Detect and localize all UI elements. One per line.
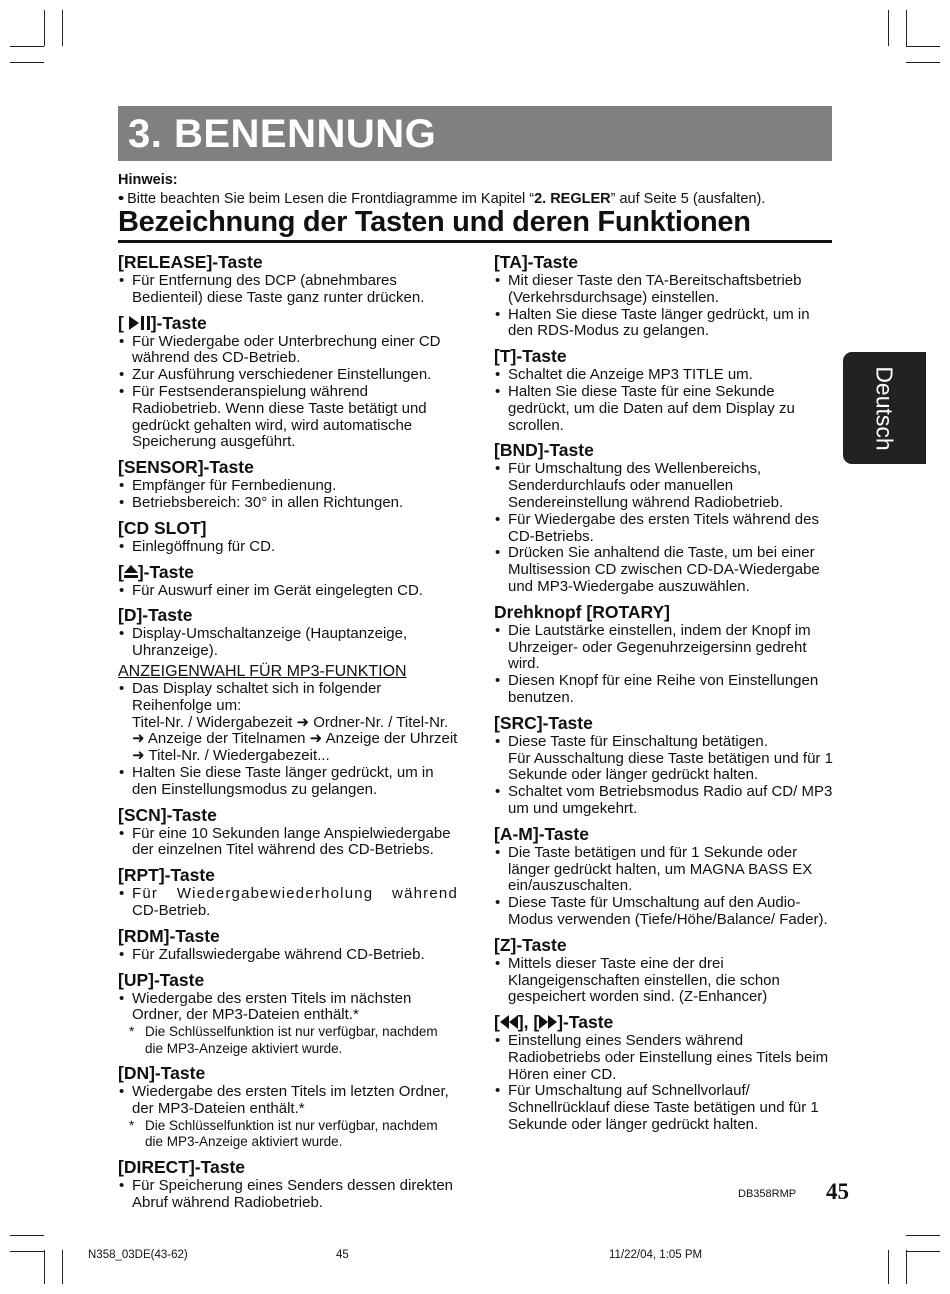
- entry-bullet: • Drücken Sie anhaltend die Taste, um bei einer Multisession CD zwischen CD-DA-Wiedergabe und MP3-Wiedergabe auszuwählen.: [494, 545, 834, 595]
- entry-rpt: [118, 865, 458, 920]
- entry-bullet: • Halten Sie diese Taste länger gedrückt, um in den RDS-Modus zu gelangen.: [494, 307, 834, 341]
- entry-rdm: [118, 926, 458, 964]
- entry-dn: [118, 1063, 458, 1151]
- entry-heading: [SENSOR]-Taste: [118, 457, 254, 478]
- eject-icon: [124, 565, 138, 579]
- entry-bullet: • Für Wiedergabewiederholung während CD-Betrieb.: [118, 886, 458, 920]
- entry-bullet: • Die Lautstärke einstellen, indem der Knopf im Uhrzeiger- oder Gegenuhrzeigersinn gedreht wird.: [494, 623, 834, 673]
- entry-bullet: • Für Auswurf einer im Gerät eingelegten CD.: [118, 583, 458, 600]
- entry-bullet: • Schaltet vom Betriebsmodus Radio auf CD/ MP3 um und umgekehrt.: [494, 784, 834, 818]
- entry-heading: [SRC]-Taste: [494, 712, 593, 733]
- crop-mark: [906, 1251, 940, 1252]
- fast-forward-icon: [548, 1015, 557, 1029]
- entry-bullet: • Einstellung eines Senders während Radiobetriebs oder Einstellung eines Titels beim Hören einer CD.: [494, 1033, 834, 1083]
- entry-heading: [SCN]-Taste: [118, 804, 217, 825]
- entry-d: [118, 605, 458, 660]
- crop-mark: [10, 62, 44, 63]
- entry-heading: Drehknopf [ROTARY]: [494, 601, 670, 622]
- entry-bullet: • Diesen Knopf für eine Reihe von Einstellungen benutzen.: [494, 673, 834, 707]
- fast-forward-icon: [539, 1015, 548, 1029]
- entry-bullet: • Die Taste betätigen und für 1 Sekunde oder länger gedrückt halten, um MAGNA BASS EX ein/auszuschalten.: [494, 845, 834, 895]
- left-column: [118, 250, 458, 1217]
- entry-bullet: • Halten Sie diese Taste für eine Sekunde gedrückt, um die Daten auf dem Display zu scrollen.: [494, 384, 834, 434]
- note: [118, 171, 838, 209]
- entry-heading: [RDM]-Taste: [118, 925, 220, 946]
- entry-bullet: • Für Wiedergabe des ersten Titels während des CD-Betriebs.: [494, 512, 834, 546]
- footer-date: 11/22/04, 1:05 PM: [609, 1249, 703, 1261]
- entry-bullet: • Für Speicherung eines Senders dessen direkten Abruf während Radiobetrieb.: [118, 1178, 458, 1212]
- entry-heading: [ ], [ ]-Taste: [494, 1012, 614, 1033]
- entry-bullet: • Mit dieser Taste den TA-Bereitschaftsbetrieb (Verkehrsdurchsage) einstellen.: [494, 273, 834, 307]
- crop-mark: [888, 10, 889, 46]
- entry-heading: [DIRECT]-Taste: [118, 1156, 246, 1177]
- entry-t: [494, 346, 834, 434]
- entry-play-pause: [118, 313, 458, 452]
- entry-cd-slot: [118, 518, 458, 556]
- crop-mark: [10, 1235, 44, 1236]
- entry-bullet: • Für eine 10 Sekunden lange Anspielwiedergabe der einzelnen Titel während des CD-Betriebs.: [118, 826, 458, 860]
- entry-seek: [494, 1012, 834, 1134]
- entry-bullet: • Schaltet die Anzeige MP3 TITLE um.: [494, 367, 834, 384]
- entry-footnote: * Die Schlüsselfunktion ist nur verfügbar, nachdem die MP3-Anzeige aktiviert wurde.: [118, 1024, 458, 1057]
- crop-mark: [888, 1250, 889, 1284]
- entry-bullet: • Wiedergabe des ersten Titels im nächsten Ordner, der MP3-Dateien enthält.*: [118, 991, 458, 1025]
- language-tab-label: Deutsch: [872, 365, 898, 451]
- language-tab: [843, 352, 926, 464]
- crop-mark: [10, 1251, 44, 1252]
- rewind-icon: [509, 1015, 518, 1029]
- crop-mark: [62, 1250, 63, 1284]
- entry-bullet: • Diese Taste für Umschaltung auf den Audio-Modus verwenden (Tiefe/Höhe/Balance/ Fader).: [494, 895, 834, 929]
- entry-bullet: • Das Display schaltet sich in folgender Reihenfolge um: Titel-Nr. / Widergabezeit ➜ Ordner-Nr. / Titel-Nr. ➜ Anzeige der Titelnamen ➜ Anzeige der Uhrzeit ➜ Titel-Nr. / Wiedergabezeit...: [118, 681, 458, 765]
- crop-mark: [906, 1250, 907, 1284]
- entry-heading: ANZEIGENWAHL FÜR MP3-FUNKTION: [118, 662, 407, 680]
- note-label: Hinweis:: [118, 172, 178, 188]
- crop-mark: [44, 1250, 45, 1284]
- chapter-title: 3. BENENNUNG: [128, 112, 437, 156]
- entry-bullet: • Betriebsbereich: 30° in allen Richtungen.: [118, 495, 458, 512]
- entry-bullet: • Wiedergabe des ersten Titels im letzten Ordner, der MP3-Dateien enthält.*: [118, 1084, 458, 1118]
- model-code: DB358RMP: [738, 1188, 797, 1200]
- entry-src: [494, 713, 834, 818]
- entry-scn: [118, 805, 458, 860]
- crop-mark: [906, 46, 940, 47]
- entry-bullet: • Für Umschaltung auf Schnellvorlauf/ Schnellrücklauf diese Taste betätigen und für 1 Sekunde oder länger gedrückt halten.: [494, 1083, 834, 1133]
- entry-eject: [118, 562, 458, 600]
- entry-heading: [DN]-Taste: [118, 1063, 206, 1084]
- entry-bullet: • Zur Ausführung verschiedener Einstellungen.: [118, 367, 458, 384]
- entry-direct: [118, 1157, 458, 1212]
- entry-heading: [A-M]-Taste: [494, 823, 589, 844]
- entry-bullet: • Für Festsenderanspielung während Radiobetrieb. Wenn diese Taste betätigt und gedrückt gehalten wird, wird automatische Speicherung ausgeführt.: [118, 384, 458, 451]
- play-icon: [129, 316, 139, 330]
- entry-bullet: • Für Wiedergabe oder Unterbrechung einer CD während des CD-Betrieb.: [118, 334, 458, 368]
- crop-mark: [44, 10, 45, 46]
- entry-bullet: • Mittels dieser Taste eine der drei Klangeigenschaften einstellen, die schon gespeichert worden sind. (Z-Enhancer): [494, 956, 834, 1006]
- crop-mark: [62, 10, 63, 46]
- entry-heading: [ ]-Taste: [118, 312, 207, 333]
- rewind-icon: [500, 1015, 509, 1029]
- entry-heading: [TA]-Taste: [494, 252, 578, 272]
- entry-heading: [BND]-Taste: [494, 440, 594, 461]
- entry-up: [118, 970, 458, 1058]
- entry-heading: [RELEASE]-Taste: [118, 252, 263, 272]
- section-title: Bezeichnung der Tasten und deren Funktionen: [118, 206, 751, 238]
- entry-heading: [D]-Taste: [118, 605, 193, 626]
- right-column: [494, 250, 834, 1140]
- crop-mark: [906, 1235, 940, 1236]
- entry-heading: [T]-Taste: [494, 346, 567, 367]
- entry-heading: [ ]-Taste: [118, 561, 194, 582]
- footer-file: N358_03DE(43-62): [88, 1249, 188, 1261]
- entry-bullet: • Empfänger für Fernbedienung.: [118, 478, 458, 495]
- entry-bullet: • Für Entfernung des DCP (abnehmbares Bedienteil) diese Taste ganz runter drücken.: [118, 273, 458, 307]
- entry-ta: [494, 252, 834, 340]
- entry-bullet: • Halten Sie diese Taste länger gedrückt, um in den Einstellungsmodus zu gelangen.: [118, 765, 458, 799]
- entry-mp3-display: [118, 662, 458, 799]
- entry-heading: [UP]-Taste: [118, 969, 205, 990]
- section-rule: [118, 240, 832, 243]
- entry-heading: [Z]-Taste: [494, 934, 567, 955]
- entry-footnote: * Die Schlüsselfunktion ist nur verfügbar, nachdem die MP3-Anzeige aktiviert wurde.: [118, 1118, 458, 1151]
- crop-mark: [10, 46, 44, 47]
- entry-a-m: [494, 824, 834, 929]
- entry-release: [118, 252, 458, 307]
- crop-mark: [906, 62, 940, 63]
- entry-sensor: [118, 457, 458, 512]
- entry-heading: [RPT]-Taste: [118, 865, 215, 886]
- entry-bullet: • Für Umschaltung des Wellenbereichs, Senderdurchlaufs oder manuellen Sendereinstellung während Radiobetrieb.: [494, 461, 834, 511]
- entry-bnd: [494, 440, 834, 595]
- entry-heading: [CD SLOT]: [118, 517, 207, 538]
- entry-bullet: • Einlegöffnung für CD.: [118, 539, 458, 556]
- footer-page: 45: [336, 1249, 349, 1261]
- page-number: 45: [826, 1179, 849, 1204]
- entry-rotary: [494, 602, 834, 707]
- crop-mark: [906, 10, 907, 46]
- pause-icon: [141, 316, 144, 330]
- note-text: • • Bitte beachten Sie beim Lesen die Frontdiagramme im Kapitel “2. REGLER” auf Seite 5 (ausfalten).: [118, 190, 838, 209]
- entry-bullet: • Diese Taste für Einschaltung betätigen. Für Ausschaltung diese Taste betätigen und für 1 Sekunde oder länger gedrückt halten.: [494, 734, 834, 784]
- entry-bullet: • Für Zufallswiedergabe während CD-Betrieb.: [118, 947, 458, 964]
- entry-bullet: • Display-Umschaltanzeige (Hauptanzeige, Uhranzeige).: [118, 626, 458, 660]
- entry-z: [494, 935, 834, 1006]
